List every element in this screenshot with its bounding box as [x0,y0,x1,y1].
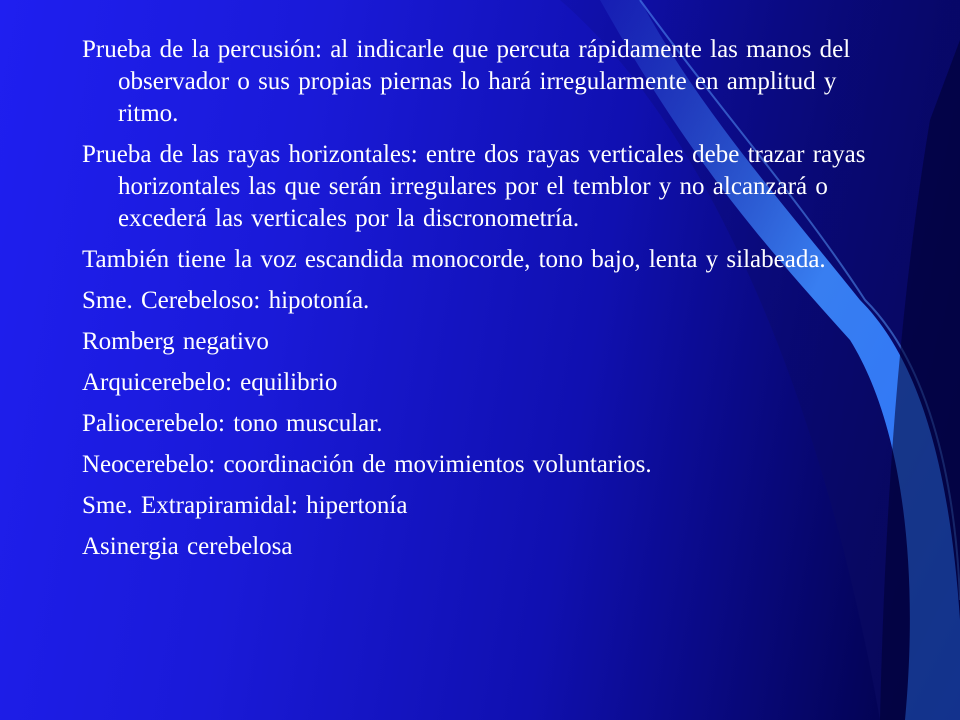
paragraph-sme-extrapiramidal: Sme. Extrapiramidal: hipertonía [82,492,408,519]
paragraph-sme-cerebeloso: Sme. Cerebeloso: hipotonía. [82,287,370,314]
slide-body [82,34,902,572]
paragraph-voz-escandida: También tiene la voz escandida monocorde, tono bajo, lenta y silabeada. [82,246,826,273]
paragraph-asinergia: Asinergia cerebelosa [82,533,293,560]
paragraph-rayas-horizontales: Prueba de las rayas horizontales: entre dos rayas verticales debe trazar rayas horizontales las que serán irregulares por el temblor y no alcanzará o excederá las verticales por la discronometría. [82,141,866,232]
paragraph-percusion: Prueba de la percusión: al indicarle que percuta rápidamente las manos del observador o sus propias piernas lo hará irregularmente en amplitud y ritmo. [82,36,851,127]
paragraph-arquicerebelo: Arquicerebelo: equilibrio [82,369,338,396]
paragraph-romberg: Romberg negativo [82,328,269,355]
paragraph-paliocerebelo: Paliocerebelo: tono muscular. [82,410,383,437]
paragraph-neocerebelo: Neocerebelo: coordinación de movimientos voluntarios. [82,451,652,478]
